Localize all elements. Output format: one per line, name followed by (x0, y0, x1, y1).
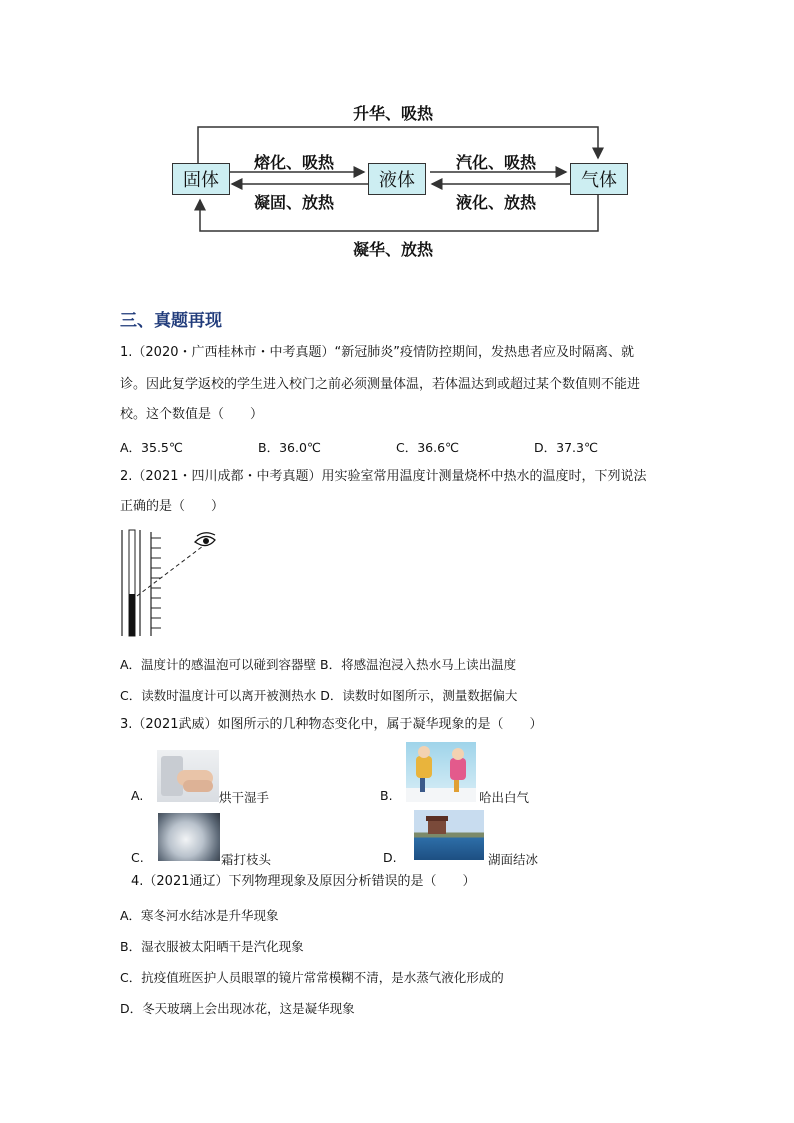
sublimation-label: 升华、吸热 (353, 104, 434, 123)
q1-line3: 校。这个数值是（ ） (120, 407, 264, 422)
q3-option-d-text: 湖面结冰 (488, 852, 539, 867)
q4-option-b: B．湿衣服被太阳晒干是汽化现象 (120, 939, 304, 954)
breath-mist-photo (406, 742, 476, 802)
q1-line1: 1.（2020・广西桂林市・中考真题）“新冠肺炎”疫情防控期间，发热患者应及时隔离、就 (120, 345, 634, 360)
q2-line1: 2.（2021・四川成都・中考真题）用实验室常用温度计测量烧杯中热水的温度时，下列说法 (120, 469, 647, 484)
q3-option-a-text: 烘干湿手 (219, 790, 270, 805)
q1-option-a: A．35.5℃ (120, 440, 183, 455)
vaporization-label: 汽化、吸热 (456, 153, 537, 172)
q1-option-d: D．37.3℃ (534, 440, 598, 455)
q4-line1: 4.（2021通辽）下列物理现象及原因分析错误的是（ ） (131, 874, 476, 889)
q4-option-c: C．抗疫值班医护人员眼罩的镜片常常模糊不清，是水蒸气液化形成的 (120, 970, 504, 985)
mercury-column (129, 594, 135, 636)
q2-line2: 正确的是（ ） (120, 499, 225, 514)
q1-option-b: B．36.0℃ (258, 440, 321, 455)
liquid-box: 液体 (368, 163, 426, 195)
frozen-lake-photo (414, 810, 484, 860)
q4-option-d: D．冬天玻璃上会出现冰花，这是凝华现象 (120, 1001, 355, 1016)
q3-option-b-letter: B. (380, 788, 393, 803)
q3-option-c-text: 霜打枝头 (221, 852, 272, 867)
q3-line1: 3.（2021武威）如图所示的几种物态变化中，属于凝华现象的是（ ） (120, 717, 543, 732)
q4-option-a: A．寒冬河水结冰是升华现象 (120, 908, 279, 923)
solidification-label: 凝固、放热 (254, 193, 335, 212)
q3-option-d-letter: D. (383, 850, 397, 865)
gas-box: 气体 (570, 163, 628, 195)
melting-label: 熔化、吸热 (254, 153, 335, 172)
q2-options-cd: C．读数时温度计可以离开被测热水 D．读数时如图所示，测量数据偏大 (120, 688, 518, 703)
q3-option-a-letter: A. (131, 788, 144, 803)
frost-branches-photo (158, 813, 220, 861)
q1-option-c: C．36.6℃ (396, 440, 460, 455)
deposition-label: 凝华、放热 (353, 240, 434, 259)
q2-options-ab: A．温度计的感温泡可以碰到容器壁 B．将感温泡浸入热水马上读出温度 (120, 657, 517, 672)
section-title: 三、真题再现 (120, 311, 222, 331)
thermometer-figure (115, 528, 225, 640)
solid-box: 固体 (172, 163, 230, 195)
q3-option-c-letter: C. (131, 850, 144, 865)
drying-hands-photo (157, 750, 219, 802)
q3-option-b-text: 哈出白气 (479, 790, 530, 805)
diagram-arrows (0, 0, 794, 270)
q1-line2: 诊。因此复学返校的学生进入校门之前必须测量体温，若体温达到或超过某个数值则不能进 (120, 377, 641, 392)
eye-icon (195, 533, 215, 546)
liquefaction-label: 液化、放热 (456, 193, 537, 212)
